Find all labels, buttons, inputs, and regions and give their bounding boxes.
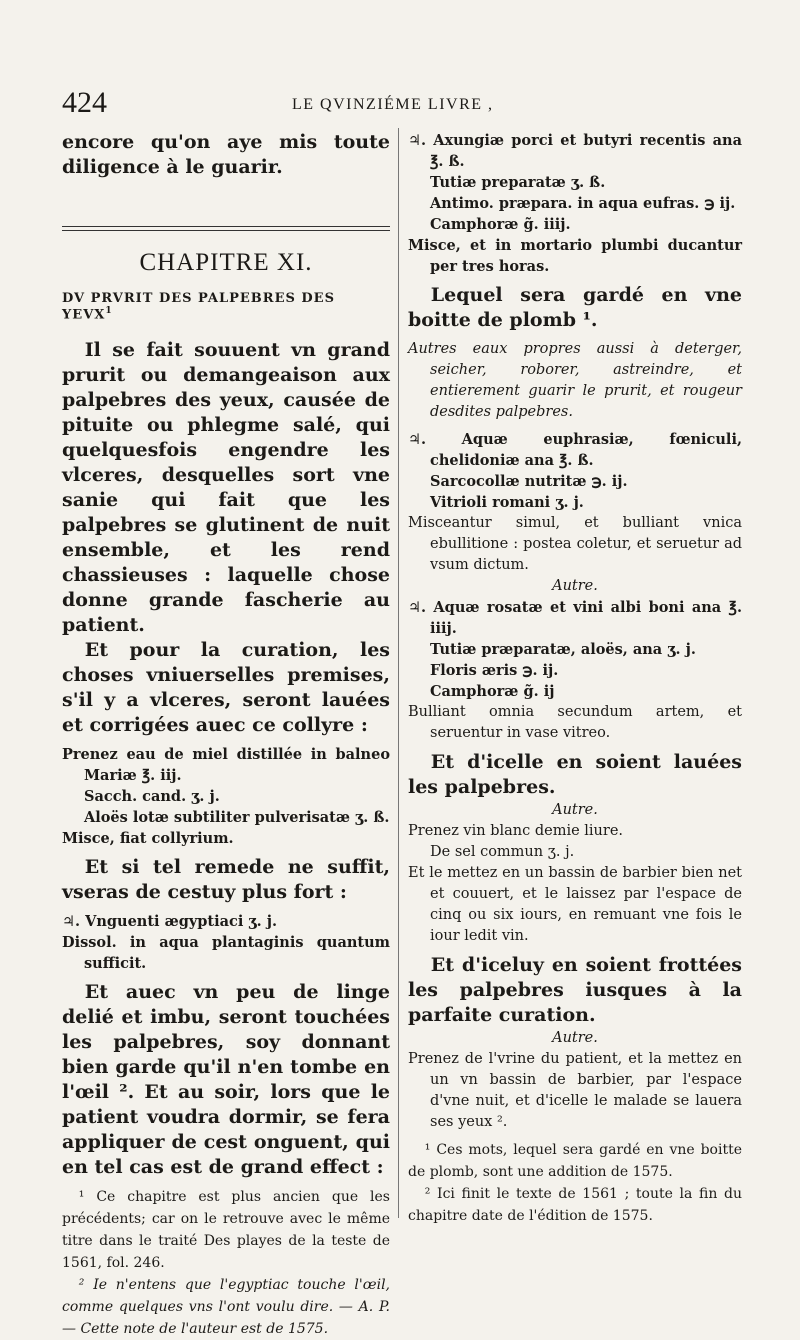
footnote: ² Ie n'entens que l'egyptiac touche l'œil, comme quelques vns l'ont voulu dire. — A. P. — Cette note de l'auteur est de 1575. — [62, 1277, 390, 1338]
chapter-subtitle-text: DV PRVRIT DES PALPEBRES DES YEVX — [62, 291, 335, 323]
paragraph: Et pour la curation, les choses vniuerselles premises, s'il y a vlceres, seront lauées et corrigées auec ce collyre : — [62, 639, 390, 737]
recipe-line: Et le mettez en un bassin de barbier bien net et couuert, et le laissez par l'espace de cinq ou six iours, en remuant vne fois le iour ledit vin. — [408, 865, 742, 944]
recipe-line: Tutiæ preparatæ ʒ. ß. — [430, 174, 606, 191]
recipe-line: Sarcocollæ nutritæ ℈. ij. — [430, 473, 628, 490]
chapter-title: CHAPITRE XI. — [139, 249, 313, 276]
column-divider — [398, 128, 399, 1218]
recipe-line: Misce, et in mortario plumbi ducantur per tres horas. — [408, 237, 742, 275]
recipe-line: Vitrioli romani ʒ. j. — [430, 494, 584, 511]
autre-heading: Autre. — [552, 802, 598, 818]
recipe-line: Prenez de l'vrine du patient, et la mettez en un vn bassin de barbier, par l'espace d'vne nuit, et d'icelle le malade se lauera ses yeux ². — [408, 1051, 742, 1130]
left-column — [62, 130, 390, 1340]
recipe-line: Misce, fiat collyrium. — [62, 830, 234, 848]
recipe-line: Sacch. cand. ʒ. j. — [84, 788, 220, 806]
recipe-line: Prenez vin blanc demie liure. — [408, 823, 624, 839]
paragraph: Lequel sera gardé en vne boitte de plomb ¹. — [408, 284, 742, 331]
recipe-line: Floris æris ℈. ij. — [430, 662, 559, 679]
chapter-rule — [62, 226, 390, 231]
chapter-subtitle-note: 1 — [105, 306, 113, 316]
recipe-line: ♃. Axungiæ porci et butyri recentis ana ℥. ß. — [408, 132, 742, 170]
chapter-subtitle — [62, 291, 390, 322]
paragraph: Et auec vn peu de linge delié et imbu, seront touchées les palpebres, soy donnant bien garde qu'il n'en tombe en l'œil ². Et au soir, lors que le patient voudra dormir, se fera appliquer de cest onguent, qui en tel cas est de grand effect : — [62, 981, 390, 1179]
recipe-line: Aloës lotæ subtiliter pulverisatæ ʒ. ß. — [84, 809, 390, 827]
paragraph: Et d'icelle en soient lauées les palpebres. — [408, 751, 742, 798]
recipe-line: De sel commun ʒ. j. — [430, 844, 575, 860]
paragraph: Et d'iceluy en soient frottées les palpebres iusques à la parfaite curation. — [408, 954, 742, 1026]
page-header — [62, 86, 742, 126]
footnote: ¹ Ce chapitre est plus ancien que les précédents; car on le retrouve avec le même titre dans le traité Des playes de la teste de 1561, fol. 246. — [62, 1189, 390, 1272]
recipe-line: Bulliant omnia secundum artem, et seruentur in vase vitreo. — [408, 704, 742, 741]
paragraph: Et si tel remede ne suffit, vseras de cestuy plus fort : — [62, 856, 390, 904]
recipe-line: Misceantur simul, et bulliant vnica ebullitione : postea coletur, et seruetur ad vsum dictum. — [408, 515, 742, 573]
page-number: 424 — [62, 86, 107, 119]
paragraph: Il se fait souuent vn grand prurit ou demangeaison aux palpebres des yeux, causée de pituite ou phlegme salé, qui quelquesfois engendre les vlceres, desquelles sort vne sanie qui fait que les palpebres se glutinent de nuit ensemble, et les rend chassieuses : laquelle chose donne grande fascherie au patient. — [62, 339, 390, 637]
recipe-line: ♃. Aquæ euphrasiæ, fœniculi, chelidoniæ ana ℥. ß. — [408, 431, 742, 469]
recipe-line: ♃. Aquæ rosatæ et vini albi boni ana ℥. iiij. — [408, 599, 742, 637]
autre-heading: Autre. — [552, 578, 598, 594]
continuation-text: encore qu'on aye mis toute diligence à le guarir. — [62, 131, 390, 178]
recipe-line: ♃. Vnguenti ægyptiaci ʒ. j. — [62, 913, 278, 931]
recipe-line: Dissol. in aqua plantaginis quantum sufficit. — [62, 934, 390, 973]
running-head: LE QVINZIÉME LIVRE , — [292, 96, 494, 113]
right-column — [408, 130, 742, 1227]
footnote: ² Ici finit le texte de 1561 ; toute la fin du chapitre date de l'édition de 1575. — [408, 1186, 742, 1224]
italic-heading: Autres eaux propres aussi à deterger, seicher, roborer, astreindre, et entierement guarir le prurit, et rougeur desdites palpebres. — [408, 341, 742, 420]
autre-heading: Autre. — [552, 1030, 598, 1046]
recipe-line: Camphoræ g̃. iiij. — [430, 216, 571, 233]
recipe-line: Camphoræ g̃. ij — [430, 683, 555, 700]
recipe-line: Antimo. præpara. in aqua eufras. ℈ ij. — [430, 195, 736, 212]
footnote: ¹ Ces mots, lequel sera gardé en vne boitte de plomb, sont une addition de 1575. — [408, 1142, 742, 1180]
recipe-line: Prenez eau de miel distillée in balneo Mariæ ℥. iij. — [62, 746, 390, 785]
recipe-line: Tutiæ præparatæ, aloës, ana ʒ. j. — [430, 641, 696, 658]
